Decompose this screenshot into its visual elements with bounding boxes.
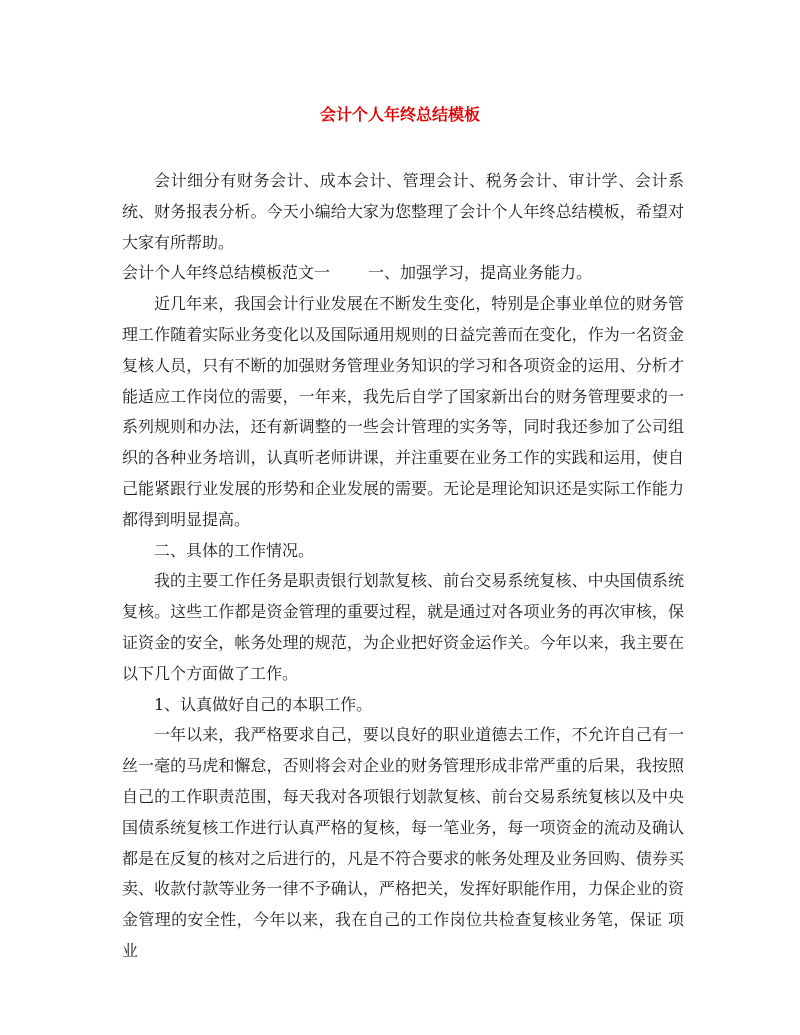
section-heading-left: 会计个人年终总结模板范文一 — [122, 263, 331, 283]
heading-2: 二、具体的工作情况。 — [154, 540, 315, 560]
document-title: 会计个人年终总结模板 — [319, 105, 480, 124]
document-body — [122, 166, 684, 967]
section-heading — [122, 258, 684, 289]
paragraph-3: 一年以来，我严格要求自己，要以良好的职业道德去工作，不允许自己有一丝一毫的马虎和懈怠，否则将会对企业的财务管理形成非常严重的后果，我按照自己的工作职责范围，每天我对各项银行划款复核、前台交易系统复核以及中央国债系统复核工作进行认真严格的复核，每一笔业务，每一项资金的流动及确认都是在反复的核对之后进行的，凡是不符合要求的帐务处理及业务回购、债券买卖、收款付款等业务一律不予确认，严格把关，发挥好职能作用，力保企业的资金管理的安全性，今年以来，我在自己的工作岗位共检查复核业务笔，保证 项业 — [122, 725, 684, 960]
intro-paragraph: 会计细分有财务会计、成本会计、管理会计、税务会计、审计学、会计系统、财务报表分析。今天小编给大家为您整理了会计个人年终总结模板，希望对大家有所帮助。 — [122, 171, 684, 252]
paragraph-1: 近几年来，我国会计行业发展在不断发生变化，特别是企事业单位的财务管理工作随着实际业务变化以及国际通用规则的日益完善而在变化，作为一名资金复核人员，只有不断的加强财务管理业务知识的学习和各项资金的运用、分析才能适应工作岗位的需要，一年来，我先后自学了国家新出台的财务管理要求的一系列规则和办法，还有新调整的一些会计管理的实务等，同时我还参加了公司组织的各种业务培训，认真听老师讲课，并注重要在业务工作的实践和运用，使自己能紧跟行业发展的形势和企业发展的需要。无论是理论知识还是实际工作能力都得到明显提高。 — [122, 294, 684, 529]
paragraph-2: 我的主要工作任务是职责银行划款复核、前台交易系统复核、中央国债系统复核。这些工作都是资金管理的重要过程，就是通过对各项业务的再次审核，保证资金的安全，帐务处理的规范，为企业把好资金运作关。今年以来，我主要在以下几个方面做了工作。 — [122, 571, 684, 683]
heading-3: 1、认真做好自己的本职工作。 — [154, 694, 373, 714]
section-heading-right: 一、加强学习，提高业务能力。 — [368, 263, 593, 283]
